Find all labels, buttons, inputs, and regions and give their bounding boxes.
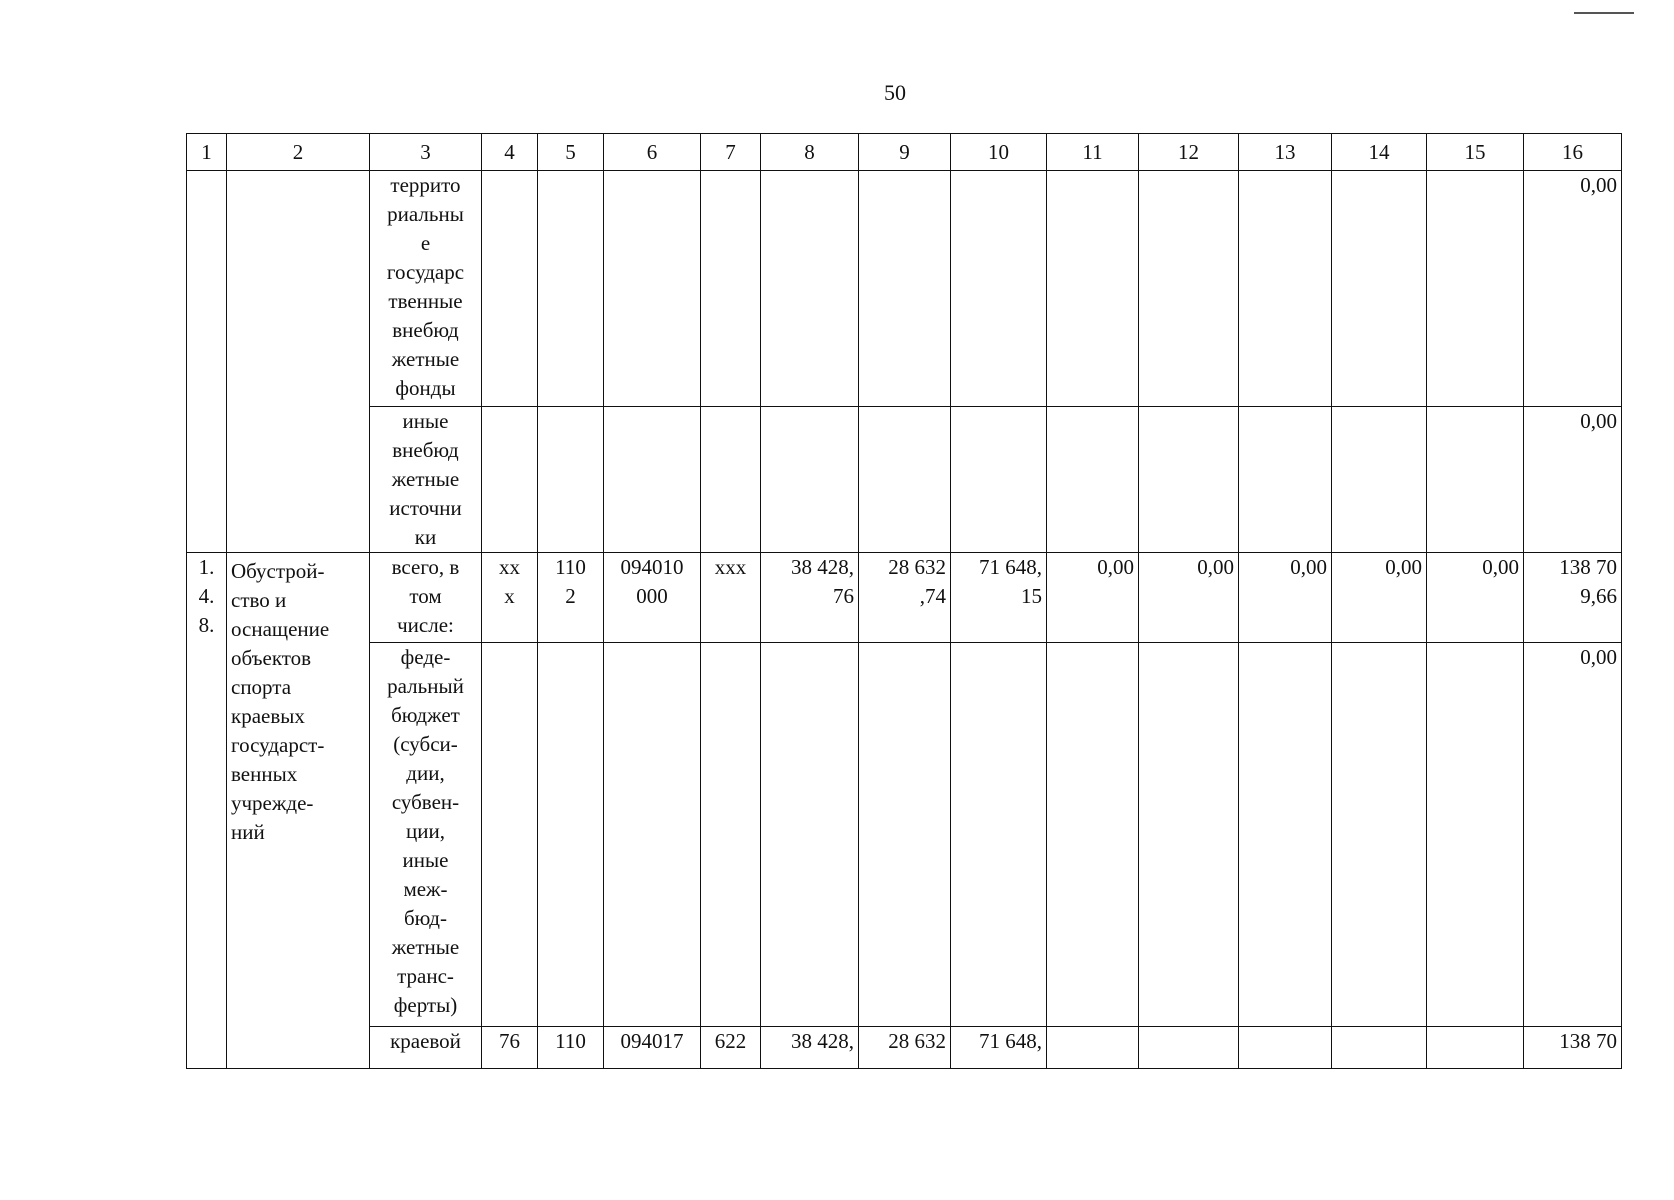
header-cell: 9 (859, 134, 951, 171)
cell-empty (604, 643, 701, 1027)
cell-empty (1239, 1027, 1332, 1069)
header-cell: 7 (701, 134, 761, 171)
cell-empty (604, 171, 701, 407)
header-cell: 3 (370, 134, 482, 171)
cell-empty (538, 171, 604, 407)
header-cell: 12 (1139, 134, 1239, 171)
header-cell: 6 (604, 134, 701, 171)
scan-artifact (1574, 12, 1634, 14)
cell-item-number: 1. 4. 8. (187, 553, 227, 1069)
table-row-other-sources (187, 407, 1622, 553)
cell-c6: 094017 (604, 1027, 701, 1069)
cell-empty (482, 643, 538, 1027)
cell-empty (538, 407, 604, 553)
cell-empty (761, 643, 859, 1027)
header-cell: 5 (538, 134, 604, 171)
cell-c10: 71 648, (951, 1027, 1047, 1069)
cell-c5: 110 (538, 1027, 604, 1069)
cell-c10: 71 648, 15 (951, 553, 1047, 643)
cell-c8: 38 428, (761, 1027, 859, 1069)
header-cell: 11 (1047, 134, 1139, 171)
cell-c8: 38 428, 76 (761, 553, 859, 643)
header-cell: 4 (482, 134, 538, 171)
cell-c12: 0,00 (1139, 553, 1239, 643)
cell-item-name: Обустрой- ство и оснащение объектов спорта краевых государст- венных учрежде- ний (227, 553, 370, 1069)
table-row-territorial-funds (187, 171, 1622, 407)
cell-empty (1047, 407, 1139, 553)
cell-empty (761, 171, 859, 407)
cell-empty (1139, 643, 1239, 1027)
table-row-regional-budget (187, 1027, 1622, 1069)
cell-c16: 138 70 9,66 (1524, 553, 1622, 643)
page-number: 50 (884, 80, 906, 105)
cell-empty (1239, 171, 1332, 407)
header-cell: 10 (951, 134, 1047, 171)
cell-empty (859, 171, 951, 407)
cell-total: 0,00 (1524, 407, 1622, 553)
cell-empty (1427, 1027, 1524, 1069)
cell-empty (538, 643, 604, 1027)
cell-empty (1332, 407, 1427, 553)
cell-c7: 622 (701, 1027, 761, 1069)
cell-empty (701, 407, 761, 553)
cell-total: 0,00 (1524, 643, 1622, 1027)
header-cell: 2 (227, 134, 370, 171)
cell-c15: 0,00 (1427, 553, 1524, 643)
cell-empty (951, 171, 1047, 407)
cell-c4: 76 (482, 1027, 538, 1069)
header-cell: 8 (761, 134, 859, 171)
budget-table (186, 133, 1622, 1069)
cell-empty (604, 407, 701, 553)
cell-empty (482, 407, 538, 553)
table-header-row (187, 134, 1622, 171)
cell-funding-source: террито риальны е государс твенные внебюд жетные фонды (370, 171, 482, 407)
cell-empty (1139, 407, 1239, 553)
cell-empty (951, 407, 1047, 553)
cell-c7: ххх (701, 553, 761, 643)
cell-empty (761, 407, 859, 553)
cell-funding-source: феде- ральный бюджет (субси- дии, субвен- ции, иные меж- бюд- жетные транс- ферты) (370, 643, 482, 1027)
cell-c9: 28 632 (859, 1027, 951, 1069)
cell-empty (1239, 643, 1332, 1027)
cell-c6: 094010 000 (604, 553, 701, 643)
header-cell: 14 (1332, 134, 1427, 171)
cell-empty (701, 171, 761, 407)
cell-c16: 138 70 (1524, 1027, 1622, 1069)
cell-empty (1239, 407, 1332, 553)
cell-number-continued (187, 171, 227, 553)
cell-c13: 0,00 (1239, 553, 1332, 643)
table-row-federal-budget (187, 643, 1622, 1027)
cell-empty (859, 643, 951, 1027)
header-cell: 16 (1524, 134, 1622, 171)
cell-empty (1332, 643, 1427, 1027)
cell-c9: 28 632 ,74 (859, 553, 951, 643)
cell-name-continued (227, 171, 370, 553)
cell-empty (701, 643, 761, 1027)
cell-empty (1047, 171, 1139, 407)
cell-c5: 110 2 (538, 553, 604, 643)
table-row-item-total (187, 553, 1622, 643)
cell-empty (1427, 407, 1524, 553)
cell-empty (1047, 1027, 1139, 1069)
cell-funding-source: всего, в том числе: (370, 553, 482, 643)
cell-c14: 0,00 (1332, 553, 1427, 643)
cell-total: 0,00 (1524, 171, 1622, 407)
cell-funding-source: иные внебюд жетные источни ки (370, 407, 482, 553)
cell-empty (482, 171, 538, 407)
cell-funding-source: краевой (370, 1027, 482, 1069)
header-cell: 13 (1239, 134, 1332, 171)
cell-empty (1139, 1027, 1239, 1069)
cell-empty (1332, 1027, 1427, 1069)
header-cell: 15 (1427, 134, 1524, 171)
cell-empty (1427, 643, 1524, 1027)
cell-empty (1047, 643, 1139, 1027)
cell-empty (951, 643, 1047, 1027)
header-cell: 1 (187, 134, 227, 171)
cell-empty (1139, 171, 1239, 407)
cell-empty (1332, 171, 1427, 407)
cell-empty (1427, 171, 1524, 407)
cell-c4: хх х (482, 553, 538, 643)
cell-c11: 0,00 (1047, 553, 1139, 643)
cell-empty (859, 407, 951, 553)
